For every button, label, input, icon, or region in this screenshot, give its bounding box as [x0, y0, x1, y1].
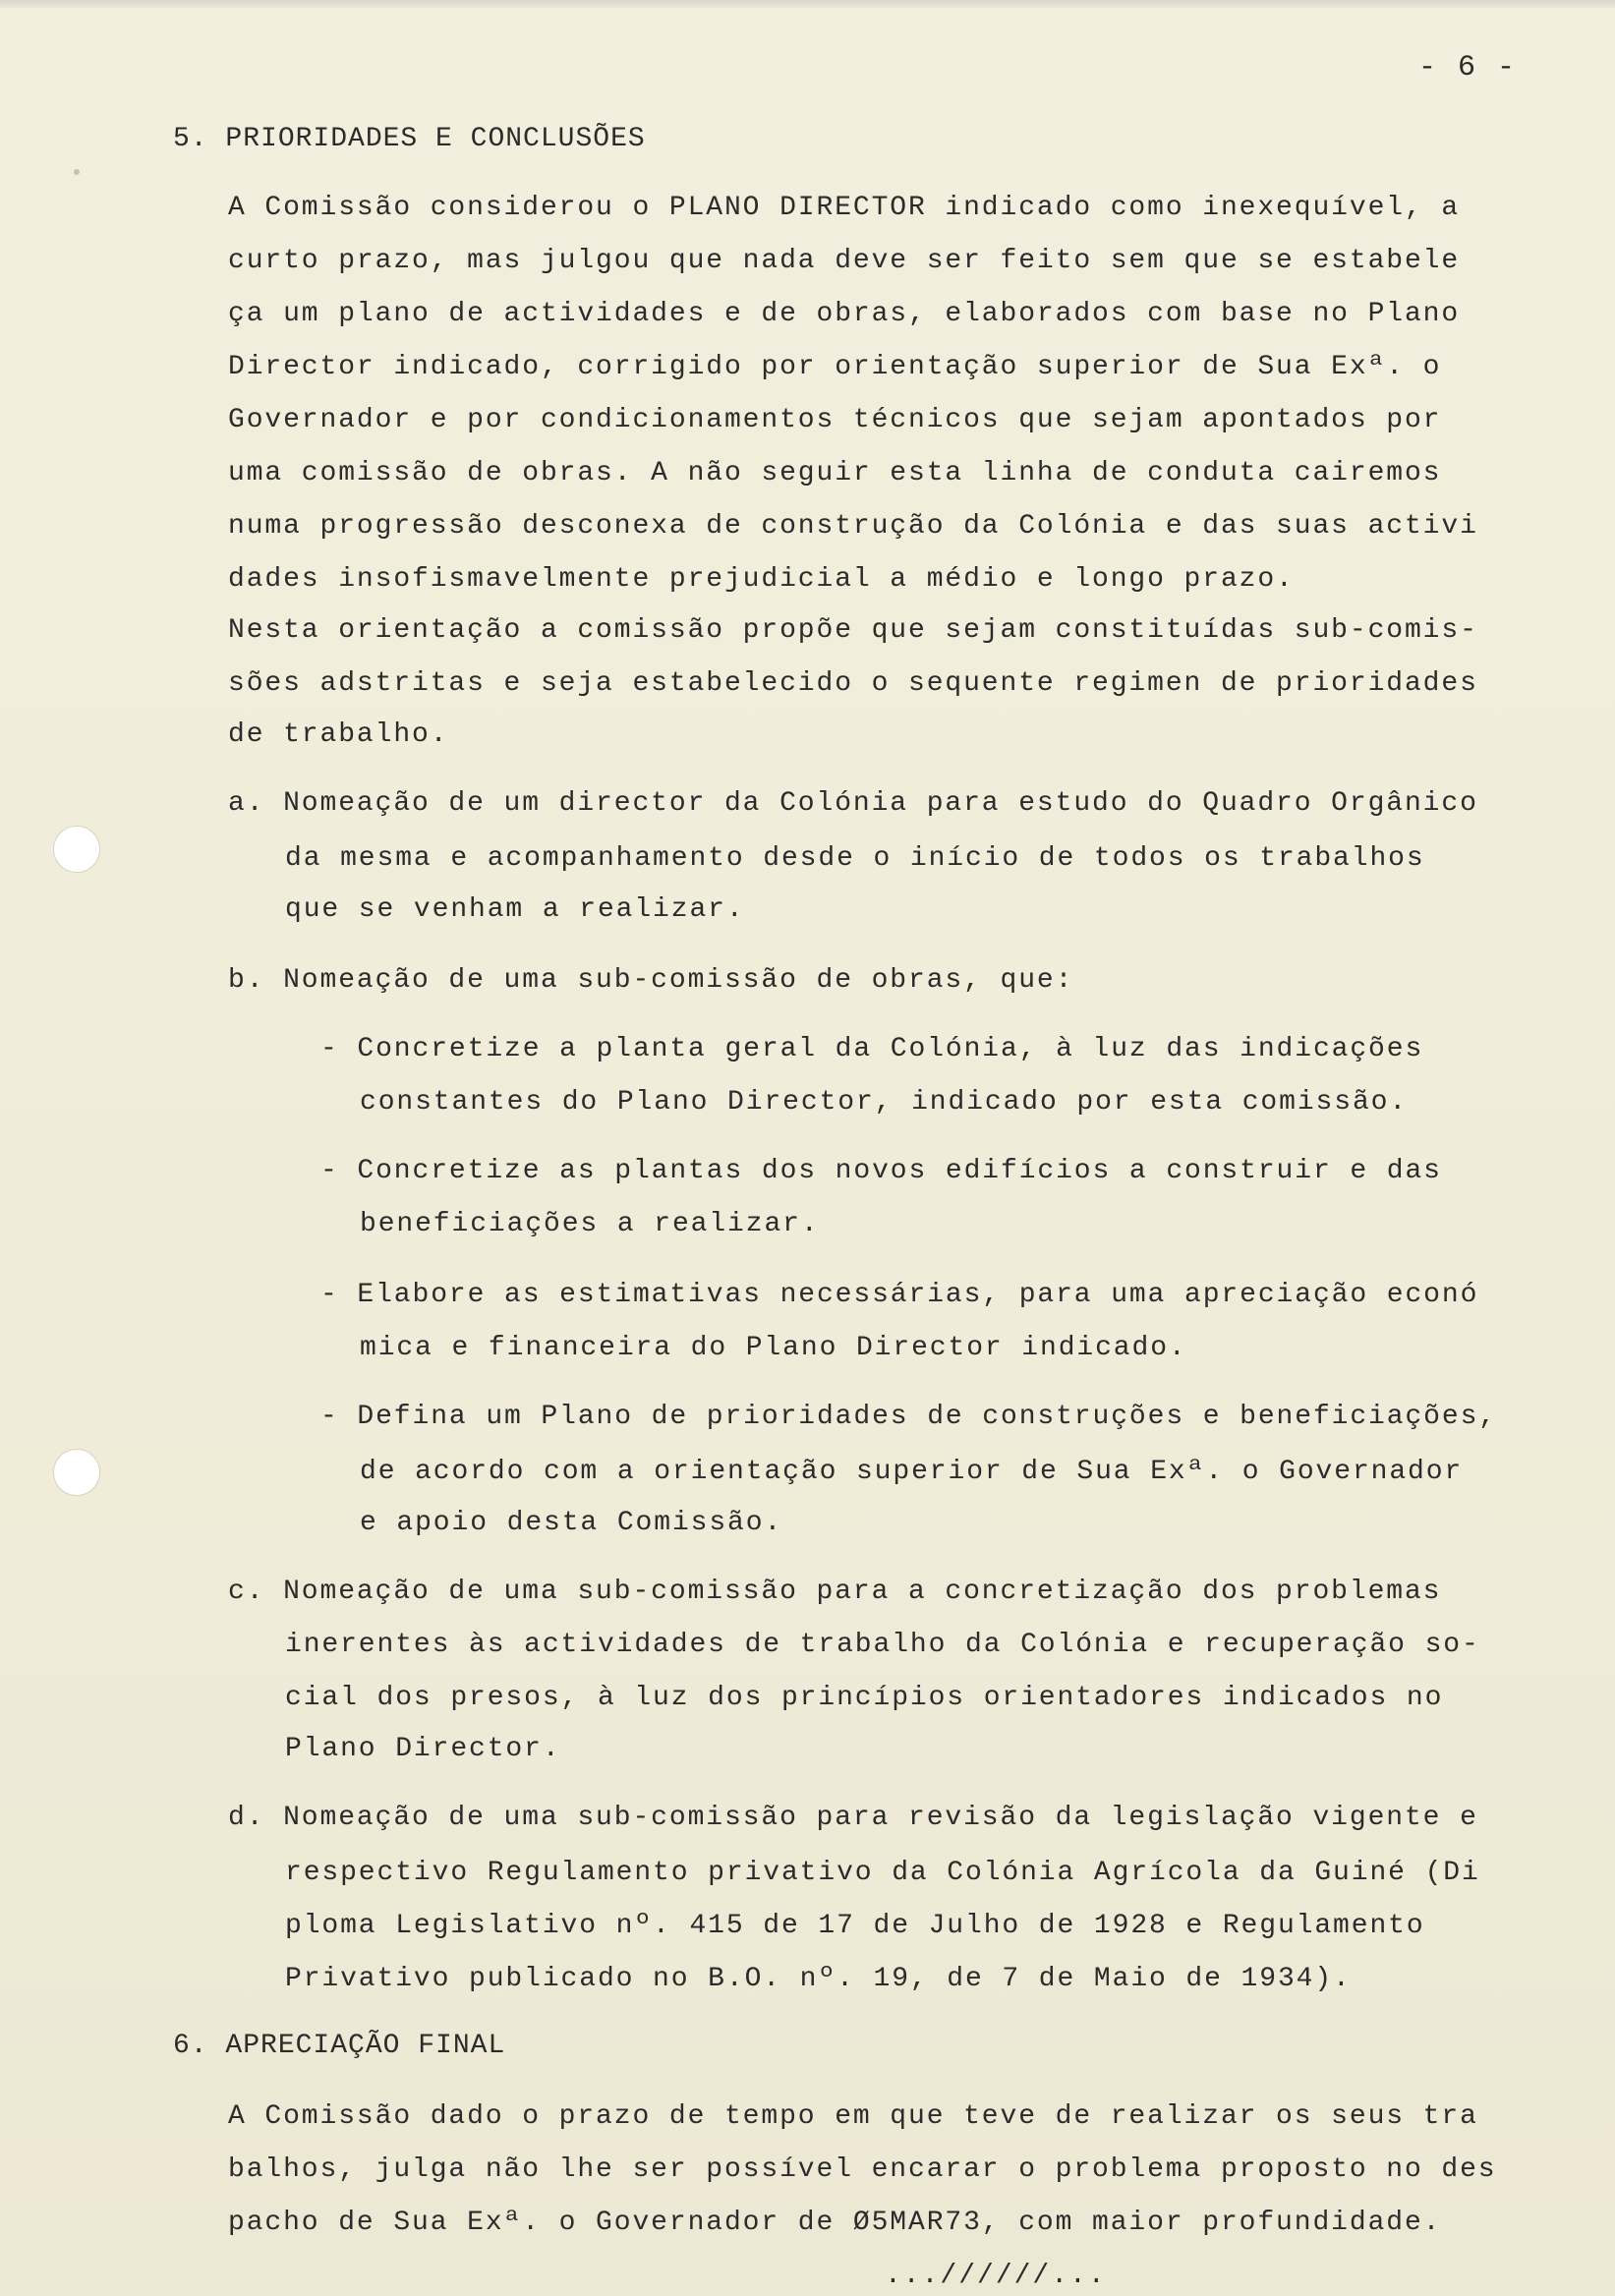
page-top-edge: [0, 0, 1615, 8]
item-b-line: b. Nomeação de uma sub-comissão de obras, que:: [228, 965, 1074, 996]
section-6-heading: 6. APRECIAÇÃO FINAL: [173, 2031, 506, 2061]
paragraph-line: A Comissão dado o prazo de tempo em que teve de realizar os seus tra: [228, 2101, 1478, 2132]
item-d-line: Privativo publicado no B.O. nº. 19, de 7 de Maio de 1934).: [285, 1964, 1352, 1994]
item-b-sub-line: - Elabore as estimativas necessárias, para uma apreciação econó: [320, 1280, 1479, 1310]
paragraph-line: ça um plano de actividades e de obras, elaborados com base no Plano: [228, 299, 1461, 329]
paragraph-line: Governador e por condicionamentos técnicos que sejam apontados por: [228, 405, 1442, 435]
item-d-line: ploma Legislativo nº. 415 de 17 de Julho de 1928 e Regulamento: [285, 1911, 1425, 1941]
item-b-sub-line: - Defina um Plano de prioridades de construções e beneficiações,: [320, 1402, 1497, 1432]
item-b-sub-line: - Concretize a planta geral da Colónia, à luz das indicações: [320, 1034, 1424, 1064]
punch-hole-lower: [53, 1449, 100, 1496]
paragraph-line: Director indicado, corrigido por orientação superior de Sua Exª. o: [228, 352, 1442, 382]
paragraph-line: curto prazo, mas julgou que nada deve ser feito sem que se estabele: [228, 246, 1461, 276]
paragraph-line: numa progressão desconexa de construção da Colónia e das suas activi: [228, 511, 1478, 542]
paragraph-line: sões adstritas e seja estabelecido o sequente regimen de prioridades: [228, 668, 1478, 699]
paragraph-line: pacho de Sua Exª. o Governador de Ø5MAR73, com maior profundidade.: [228, 2208, 1442, 2238]
punch-hole-upper: [53, 826, 100, 873]
item-b-sub-line: - Concretize as plantas dos novos edifícios a construir e das: [320, 1156, 1442, 1186]
item-d-line: d. Nomeação de uma sub-comissão para revisão da legislação vigente e: [228, 1803, 1478, 1833]
page-number: - 6 -: [1417, 51, 1517, 85]
item-b-sub-line: mica e financeira do Plano Director indicado.: [360, 1333, 1187, 1363]
item-b-sub-line: constantes do Plano Director, indicado por esta comissão.: [360, 1087, 1409, 1118]
item-b-sub-line: beneficiações a realizar.: [360, 1209, 820, 1239]
item-c-line: inerentes às actividades de trabalho da Colónia e recuperação so-: [285, 1630, 1480, 1660]
item-a-line: da mesma e acompanhamento desde o início de todos os trabalhos: [285, 843, 1425, 874]
item-c-line: cial dos presos, à luz dos princípios orientadores indicados no: [285, 1683, 1444, 1713]
item-b-sub-line: de acordo com a orientação superior de Sua Exª. o Governador: [360, 1457, 1464, 1487]
item-c-line: c. Nomeação de uma sub-comissão para a concretização dos problemas: [228, 1577, 1442, 1607]
paragraph-line: balhos, julga não lhe ser possível encarar o problema proposto no des: [228, 2154, 1497, 2185]
item-d-line: respectivo Regulamento privativo da Colónia Agrícola da Guiné (Di: [285, 1858, 1480, 1888]
paragraph-line: dades insofismavelmente prejudicial a médio e longo prazo.: [228, 564, 1295, 595]
paper-speck: [74, 169, 80, 175]
continuation-mark: ...//////...: [885, 2261, 1107, 2291]
paragraph-line: de trabalho.: [228, 719, 449, 750]
item-a-line: a. Nomeação de um director da Colónia para estudo do Quadro Orgânico: [228, 788, 1478, 819]
paragraph-line: A Comissão considerou o PLANO DIRECTOR indicado como inexequível, a: [228, 193, 1461, 223]
paragraph-line: Nesta orientação a comissão propõe que sejam constituídas sub-comis-: [228, 615, 1478, 646]
section-5-heading: 5. PRIORIDADES E CONCLUSÕES: [173, 124, 646, 154]
item-b-sub-line: e apoio desta Comissão.: [360, 1508, 783, 1538]
paragraph-line: uma comissão de obras. A não seguir esta linha de conduta cairemos: [228, 458, 1442, 488]
item-c-line: Plano Director.: [285, 1734, 561, 1764]
item-a-line: que se venham a realizar.: [285, 894, 745, 925]
